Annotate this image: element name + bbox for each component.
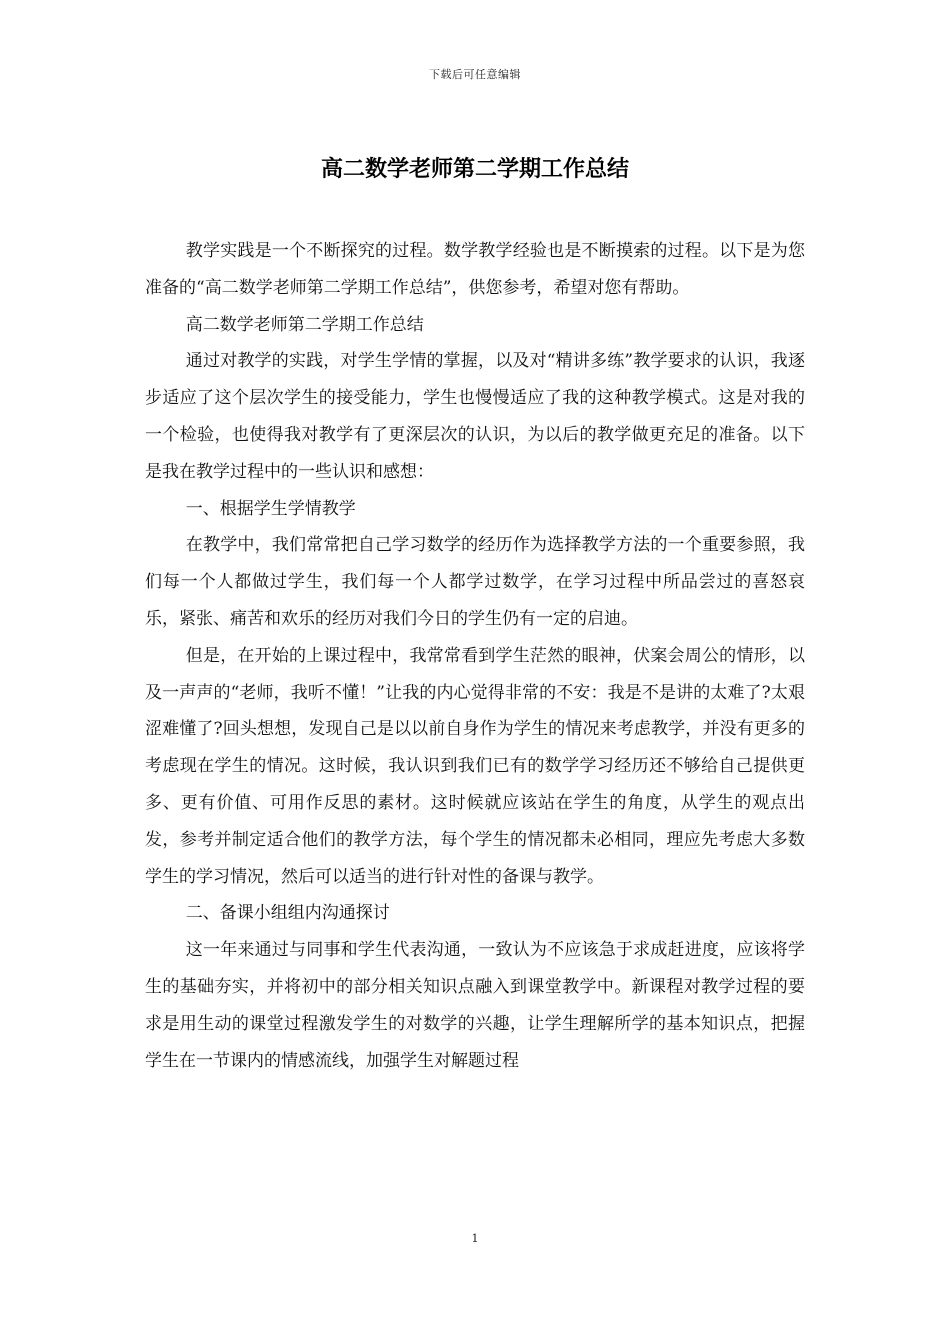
- paragraph: 通过对教学的实践，对学生学情的掌握，以及对“精讲多练”教学要求的认识，我逐步适应了这个层次学生的接受能力，学生也慢慢适应了我的这种教学模式。这是对我的一个检验，也使得我对教学有了更深层次的认识，为以后的教学做更充足的准备。以下是我在教学过程中的一些认识和感想：: [145, 351, 805, 482]
- paragraph-intro: 教学实践是一个不断探究的过程。数学教学经验也是不断摸索的过程。以下是为您准备的“高二数学老师第二学期工作总结”，供您参考，希望对您有帮助。: [145, 241, 805, 298]
- paragraph: 但是，在开始的上课过程中，我常常看到学生茫然的眼神，伏案会周公的情形，以及一声声的“老师，我听不懂！”让我的内心觉得非常的不安：我是不是讲的太难了?太艰涩难懂了?回头想想，发现自己是以以前自身作为学生的情况来考虑教学，并没有更多的考虑现在学生的情况。这时候，我认识到我们已有的数学学习经历还不够给自己提供更多、更有价值、可用作反思的素材。这时候就应该站在学生的角度，从学生的观点出发，参考并制定适合他们的教学方法，每个学生的情况都未必相同，理应先考虑大多数学生的学习情况，然后可以适当的进行针对性的备课与教学。: [145, 645, 805, 887]
- paragraph-subtitle: 高二数学老师第二学期工作总结: [185, 314, 424, 335]
- paragraph: 在教学中，我们常常把自己学习数学的经历作为选择教学方法的一个重要参照，我们每一个人都做过学生，我们每一个人都学过数学，在学习过程中所品尝过的喜怒哀乐，紧张、痛苦和欢乐的经历对我们今日的学生仍有一定的启迪。: [145, 535, 805, 629]
- page-number: 1: [471, 1232, 479, 1245]
- section-heading-2: 二、备课小组组内沟通探讨: [185, 903, 390, 924]
- paragraph: 这一年来通过与同事和学生代表沟通，一致认为不应该急于求成赶进度，应该将学生的基础夯实，并将初中的部分相关知识点融入到课堂教学中。新课程对教学过程的要求是用生动的课堂过程激发学生的对数学的兴趣，让学生理解所学的基本知识点，把握学生在一节课内的情感流线，加强学生对解题过程: [145, 940, 805, 1071]
- header-note: 下载后可任意编辑: [429, 68, 521, 81]
- document-body: [145, 233, 805, 1079]
- document-title: 高二数学老师第二学期工作总结: [320, 157, 629, 182]
- section-heading-1: 一、根据学生学情教学: [185, 498, 356, 519]
